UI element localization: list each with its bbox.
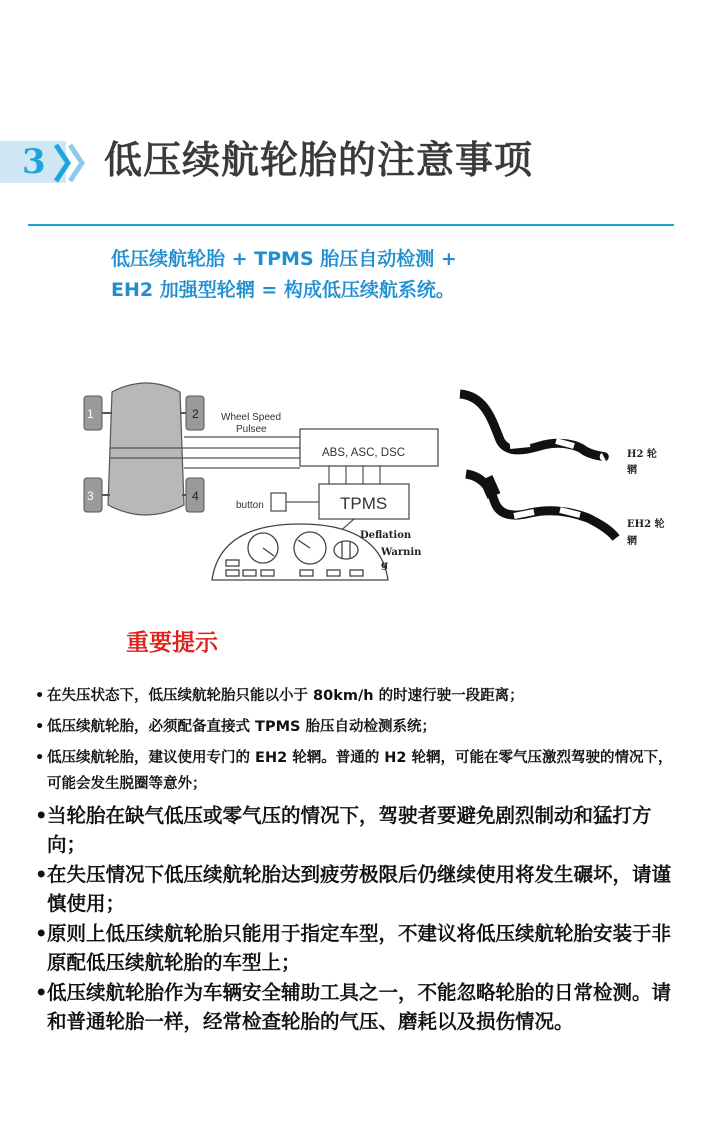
section-number: 3 xyxy=(22,142,46,182)
tip-text: 低压续航轮胎作为车辆安全辅助工具之一，不能忽略轮胎的日常检测。请和普通轮胎一样，经常检查轮胎的气压、磨耗以及损伤情况。 xyxy=(47,981,672,1033)
tips-list xyxy=(35,683,680,1038)
wheel-1-label: 1 xyxy=(87,407,94,421)
tip-item xyxy=(35,714,680,740)
double-chevron-icon xyxy=(52,141,92,185)
car-outline-icon xyxy=(84,383,204,515)
notice-heading: 重要提示 xyxy=(126,630,218,656)
tip-item xyxy=(35,802,680,859)
title-divider xyxy=(28,224,674,226)
formula-line-1: 低压续航轮胎 + TPMS 胎压自动检测 + xyxy=(111,248,457,270)
eh2-rim-label-1: EH2 轮 xyxy=(627,519,665,530)
tip-item xyxy=(35,920,680,977)
bullet-icon: • xyxy=(35,688,45,704)
abs-box-label: ABS, ASC, DSC xyxy=(322,447,406,459)
tip-item xyxy=(35,745,680,797)
tpms-box-label: TPMS xyxy=(340,494,388,513)
section-title: 低压续航轮胎的注意事项 xyxy=(104,138,534,182)
tip-text: 在失压状态下，低压续航轮胎只能以小于 80km/h 的时速行驶一段距离； xyxy=(47,688,524,704)
warning-label-1: Warnin xyxy=(381,547,422,558)
tip-text: 当轮胎在缺气低压或零气压的情况下，驾驶者要避免剧烈制动和猛打方向； xyxy=(47,804,652,856)
wheel-3-label: 3 xyxy=(87,489,94,503)
pulse-label: Pulsee xyxy=(236,424,267,435)
tip-text: 低压续航轮胎，必须配备直接式 TPMS 胎压自动检测系统； xyxy=(47,719,436,735)
tip-text: 低压续航轮胎，建议使用专门的 EH2 轮辋。普通的 H2 轮辋，可能在零气压激烈驾驶的情况下，可能会发生脱圈等意外； xyxy=(47,750,673,792)
h2-rim-label-1: H2 轮 xyxy=(627,449,657,460)
tip-text: 在失压情况下低压续航轮胎达到疲劳极限后仍继续使用将发生碾坏，请谨慎使用； xyxy=(47,863,672,915)
wheel-speed-label: Wheel Speed xyxy=(221,412,282,423)
bullet-icon: • xyxy=(35,804,48,827)
tip-text: 原则上低压续航轮胎只能用于指定车型，不建议将低压续航轮胎安装于非原配低压续航轮胎的车型上； xyxy=(47,922,672,974)
bullet-icon: • xyxy=(35,863,48,886)
warning-label-2: g xyxy=(381,560,388,571)
bullet-icon: • xyxy=(35,719,45,735)
h2-rim-label-2: 辋 xyxy=(627,465,637,476)
wheel-2-label: 2 xyxy=(192,407,199,421)
formula-line-2: EH2 加强型轮辋 = 构成低压续航系统。 xyxy=(111,279,455,301)
eh2-rim-profile-icon xyxy=(466,474,616,538)
button-label: button xyxy=(236,500,264,511)
tpms-system-diagram xyxy=(0,360,718,590)
bullet-icon: • xyxy=(35,981,48,1004)
tip-item xyxy=(35,979,680,1036)
bullet-icon: • xyxy=(35,922,48,945)
wheel-4-label: 4 xyxy=(192,489,199,503)
h2-rim-profile-icon xyxy=(460,394,604,457)
eh2-rim-label-2: 辋 xyxy=(627,536,637,547)
button-icon xyxy=(271,493,286,511)
tip-item xyxy=(35,861,680,918)
tip-item xyxy=(35,683,680,709)
bullet-icon: • xyxy=(35,750,45,766)
deflation-label: Deflation xyxy=(360,530,412,541)
system-formula xyxy=(111,244,457,306)
